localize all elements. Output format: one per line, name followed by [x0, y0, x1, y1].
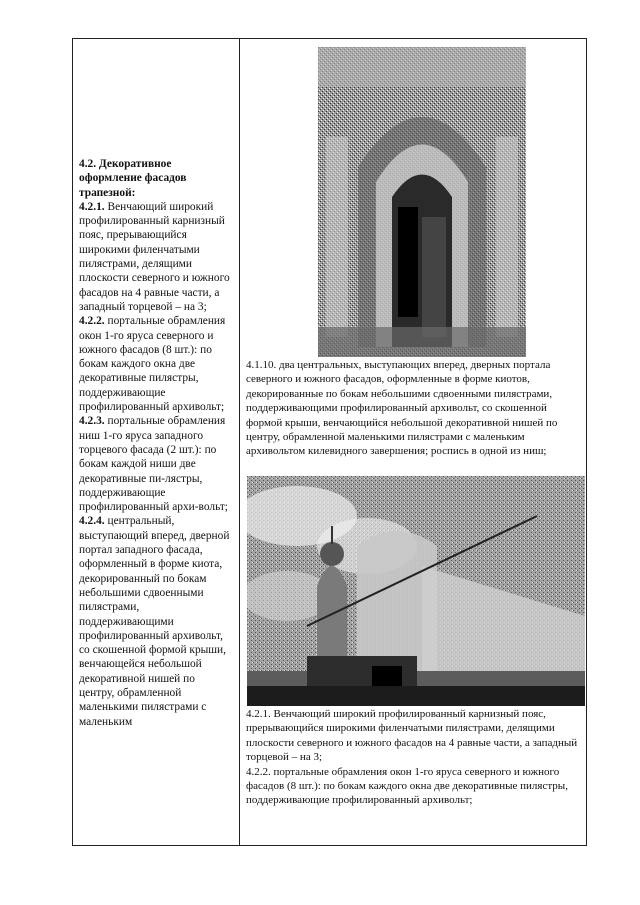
- refectory-photo: [247, 476, 585, 706]
- item-number: 4.2.4.: [79, 515, 105, 528]
- portal-photo: [318, 47, 526, 357]
- section-heading: 4.2. Декоративное оформление фасадов трапезной:: [79, 158, 187, 199]
- item-number: 4.2.3.: [79, 415, 105, 428]
- list-item: [79, 314, 233, 414]
- refectory-photo-image: [247, 476, 585, 706]
- photo-caption: 4.2.1. Венчающий широкий профилированный карнизный пояс, прерывающийся широкими филенчатыми пилястрами, делящими плоскости северного и южного фасадов на 4 равные части, а западный торцевой – на 3; 4.2.2. портальные обрамления окон 1-го яруса северного и южного фасадов (8 шт.): по бокам каждого окна две декоративные пилястры, поддерживающие профилированный архивольт;: [246, 708, 578, 807]
- portal-photo-image: [318, 47, 526, 357]
- list-item: [79, 514, 233, 728]
- list-item: [79, 414, 233, 514]
- column-divider: [239, 39, 240, 845]
- document-table: [72, 38, 587, 846]
- item-number: 4.2.1.: [79, 200, 105, 213]
- photo-caption: 4.1.10. два центральных, выступающих вперед, дверных портала северного и южного фасадов, оформленные в форме киотов, декорированные по бокам небольшими сдвоенными пилястрами, поддерживающими профилированный архивольт, со скошенной формой крыши, венчающийся небольшой декоративной нишей по центру, обрамленной маленькими пилястрами с маленьким архивольтом килевидного завершения; роспись в одной из ниш;: [246, 359, 558, 458]
- left-column: [79, 157, 233, 729]
- item-text: центральный, выступающий вперед, дверной портал западного фасада, оформленный в форме киота, декорированный по бокам небольшими сдвоенными пилястрами, поддерживающими профилированный архивольт, со скошенной формой крыши, венчающейся небольшой декоративной нишей по центру, обрамленной маленькими пилястрами с маленьким: [79, 515, 230, 728]
- list-item: [79, 200, 233, 314]
- item-text: Венчающий широкий профилированный карнизный пояс, прерывающийся широкими филенчатыми пилястрами, делящими плоскости северного и южного фасадов на 4 равные части, а западный торцевой – на 3;: [79, 200, 230, 313]
- item-text: портальные обрамления окон 1-го яруса северного и южного фасадов (8 шт.): по бокам каждого окна две декоративные пилястры, поддерживающие профилированный архивольт;: [79, 315, 226, 414]
- item-text: портальные обрамления ниш 1-го яруса западного торцевого фасада (2 шт.): по бокам каждой ниши две декоративные пи-лястры, поддерживающие профилированный архи-вольт;: [79, 415, 228, 514]
- item-number: 4.2.2.: [79, 315, 105, 328]
